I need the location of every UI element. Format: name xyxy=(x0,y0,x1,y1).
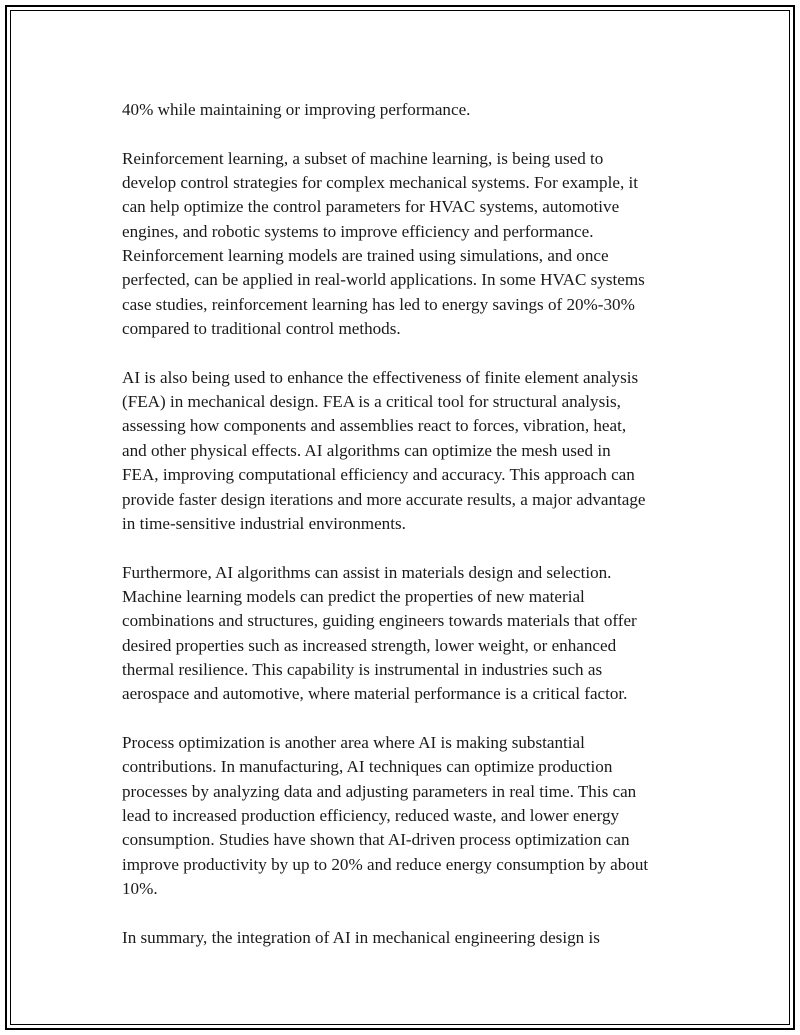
text-line: develop control strategies for complex mechanical systems. For example, it xyxy=(122,173,638,193)
text-line: processes by analyzing data and adjusting parameters in real time. This can xyxy=(122,781,637,801)
paragraph-5 xyxy=(122,731,702,901)
text-line: in time-sensitive industrial environments. xyxy=(122,513,406,533)
paragraph-1 xyxy=(122,98,702,122)
paragraph-6 xyxy=(122,926,702,950)
text-line: contributions. In manufacturing, AI techniques can optimize production xyxy=(122,757,613,777)
text-line: Reinforcement learning models are trained using simulations, and once xyxy=(122,246,609,266)
text-line: Furthermore, AI algorithms can assist in materials design and selection. xyxy=(122,562,612,582)
text-line: thermal resilience. This capability is instrumental in industries such as xyxy=(122,659,603,679)
text-line: engines, and robotic systems to improve efficiency and performance. xyxy=(122,221,594,241)
text-line: 40% while maintaining or improving performance. xyxy=(122,100,471,119)
text-line: perfected, can be applied in real-world applications. In some HVAC systems xyxy=(122,270,645,290)
document-page xyxy=(5,5,795,1030)
text-line: Reinforcement learning, a subset of machine learning, is being used to xyxy=(122,148,604,168)
text-line: In summary, the integration of AI in mechanical engineering design is xyxy=(122,927,600,947)
text-line: FEA, improving computational efficiency and accuracy. This approach can xyxy=(122,465,635,485)
text-line: assessing how components and assemblies react to forces, vibration, heat, xyxy=(122,416,627,436)
paragraph-2 xyxy=(122,147,702,342)
page-inner-border xyxy=(10,10,790,1025)
paragraph-4 xyxy=(122,561,702,707)
text-line: (FEA) in mechanical design. FEA is a critical tool for structural analysis, xyxy=(122,392,621,412)
text-line: Machine learning models can predict the properties of new material xyxy=(122,586,585,606)
text-line: AI is also being used to enhance the effectiveness of finite element analysis xyxy=(122,367,639,387)
text-line: can help optimize the control parameters for HVAC systems, automotive xyxy=(122,197,620,217)
body-text xyxy=(122,98,702,974)
text-line: combinations and structures, guiding engineers towards materials that offer xyxy=(122,611,637,631)
text-line: lead to increased production efficiency, reduced waste, and lower energy xyxy=(122,805,620,825)
text-line: case studies, reinforcement learning has led to energy savings of 20%-30% xyxy=(122,294,635,314)
text-line: aerospace and automotive, where material performance is a critical factor. xyxy=(122,684,628,704)
text-line: compared to traditional control methods. xyxy=(122,319,401,339)
text-line: improve productivity by up to 20% and reduce energy consumption by about xyxy=(122,854,649,874)
text-line: consumption. Studies have shown that AI-driven process optimization can xyxy=(122,830,630,850)
text-line: Process optimization is another area where AI is making substantial xyxy=(122,732,585,752)
text-line: desired properties such as increased strength, lower weight, or enhanced xyxy=(122,635,617,655)
paragraph-3 xyxy=(122,366,702,536)
text-line: and other physical effects. AI algorithms can optimize the mesh used in xyxy=(122,440,611,460)
text-line: provide faster design iterations and more accurate results, a major advantage xyxy=(122,489,646,509)
text-line: 10%. xyxy=(122,879,158,898)
